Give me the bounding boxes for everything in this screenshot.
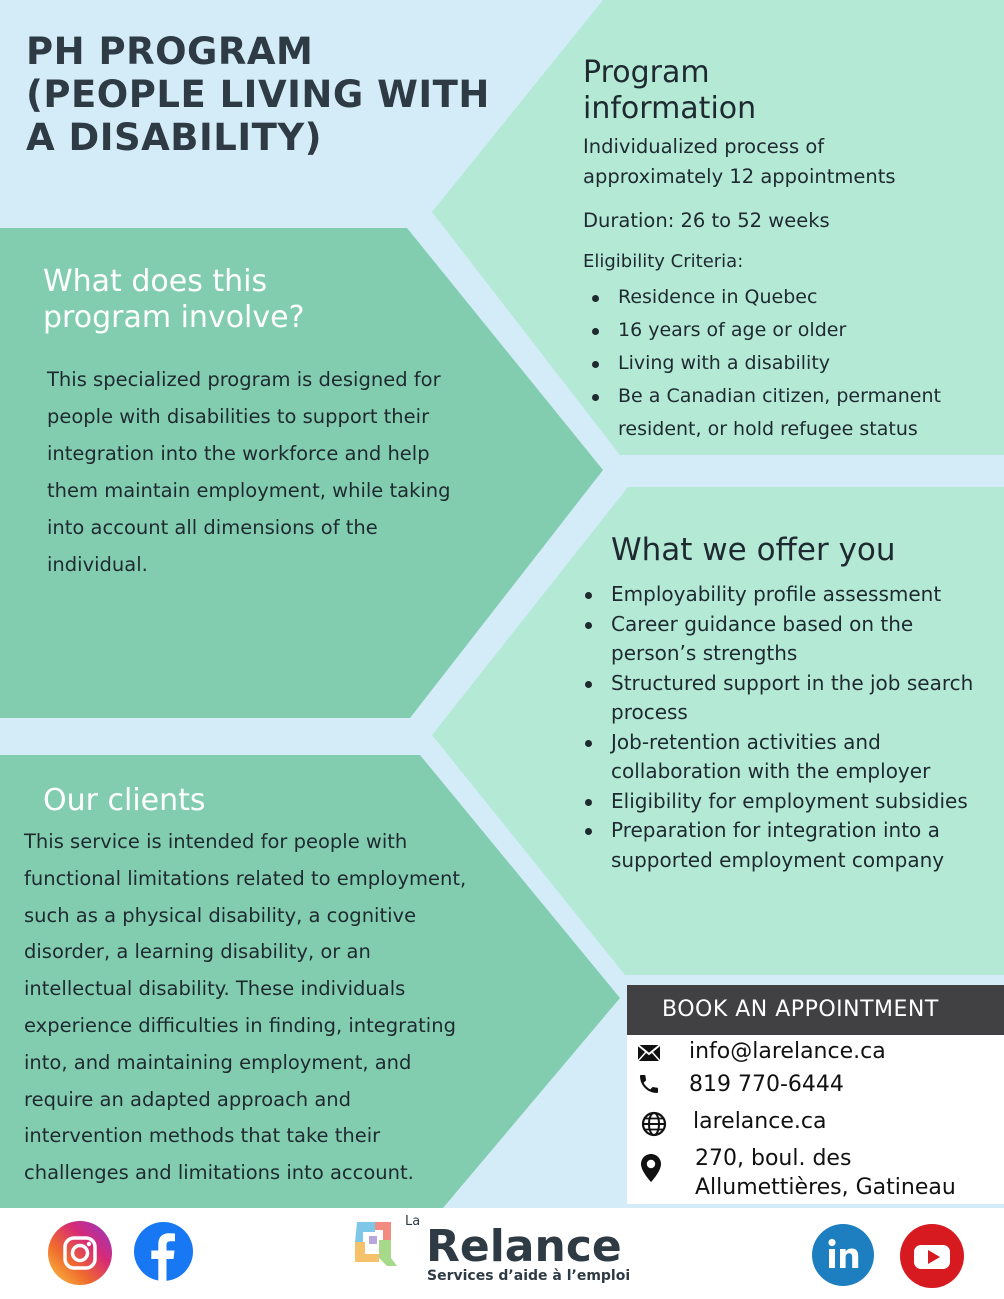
- list-item: Residence in Quebec: [592, 281, 992, 314]
- offer-title: What we offer you: [611, 532, 896, 568]
- title-line: PH PROGRAM: [26, 30, 314, 73]
- footer: [0, 1208, 1004, 1299]
- list-item: Eligibility for employment subsidies: [585, 787, 1004, 817]
- clients-title: Our clients: [43, 783, 206, 818]
- title-line: A DISABILITY): [26, 116, 323, 159]
- bullet-icon: [585, 592, 592, 599]
- linkedin-icon[interactable]: [812, 1224, 874, 1286]
- page-title: [26, 30, 506, 159]
- clients-body: This service is intended for people with functional limitations related to employment, such as a physical disability, a cognitive disorder, a learning disability, or an intellectual disability. These individuals experience difficulties in finding, integrating into, and maintaining employment, and require an adapted approach and intervention methods that take their challenges and limitations into account.: [24, 830, 467, 1185]
- list-item: Career guidance based on the person’s strengths: [585, 610, 1004, 669]
- book-appointment-button[interactable]: BOOK AN APPOINTMENT: [627, 985, 1004, 1035]
- bullet-icon: [585, 681, 592, 688]
- bullet-icon: [585, 828, 592, 835]
- facebook-icon[interactable]: [134, 1222, 193, 1281]
- instagram-icon[interactable]: [48, 1221, 112, 1285]
- program-info-description: Individualized process of approximately 12 appointments: [583, 135, 896, 188]
- appointment-card: BOOK AN APPOINTMENT info@larelance.ca 819 770-6444 larelance.ca 270, boul. des Allumettières, Gatineau: [627, 985, 1004, 1204]
- list-item: Employability profile assessment: [585, 580, 1004, 610]
- involve-title: What does this program involve?: [43, 264, 305, 335]
- bullet-icon: [592, 328, 599, 335]
- globe-icon: [641, 1111, 667, 1143]
- list-item: Preparation for integration into a supported employment company: [585, 816, 1004, 875]
- logo-name: Relance: [426, 1221, 622, 1272]
- bullet-icon: [585, 622, 592, 629]
- eligibility-list: [592, 281, 992, 446]
- list-item-continuation: resident, or hold refugee status: [618, 418, 918, 440]
- involve-body: This specialized program is designed for people with disabilities to support their integration into the workforce and help them maintain employment, while taking into account all dimensions of the individual.: [47, 368, 451, 576]
- offer-list: [585, 580, 1004, 875]
- program-info-title: Program information: [583, 55, 757, 126]
- bullet-icon: [592, 295, 599, 302]
- list-item: Structured support in the job search process: [585, 669, 1004, 728]
- logo-prefix: La: [405, 1214, 421, 1229]
- bullet-icon: [585, 740, 592, 747]
- list-item: Living with a disability: [592, 347, 992, 380]
- list-item: 16 years of age or older: [592, 314, 992, 347]
- bullet-icon: [592, 361, 599, 368]
- logo-tagline: Services d’aide à l’emploi: [427, 1268, 631, 1284]
- youtube-icon[interactable]: [900, 1224, 964, 1288]
- phone-icon: [637, 1072, 661, 1102]
- bullet-icon: [592, 394, 599, 401]
- list-item: Job-retention activities and collaboration with the employer: [585, 728, 1004, 787]
- envelope-icon: [637, 1043, 661, 1068]
- relance-logo-mark: [351, 1216, 403, 1268]
- title-line: (PEOPLE LIVING WITH: [26, 73, 490, 116]
- bullet-icon: [585, 799, 592, 806]
- eligibility-label: Eligibility Criteria:: [583, 251, 744, 272]
- list-item: Be a Canadian citizen, permanent: [592, 380, 992, 413]
- program-duration: Duration: 26 to 52 weeks: [583, 209, 830, 232]
- location-pin-icon: [639, 1153, 663, 1191]
